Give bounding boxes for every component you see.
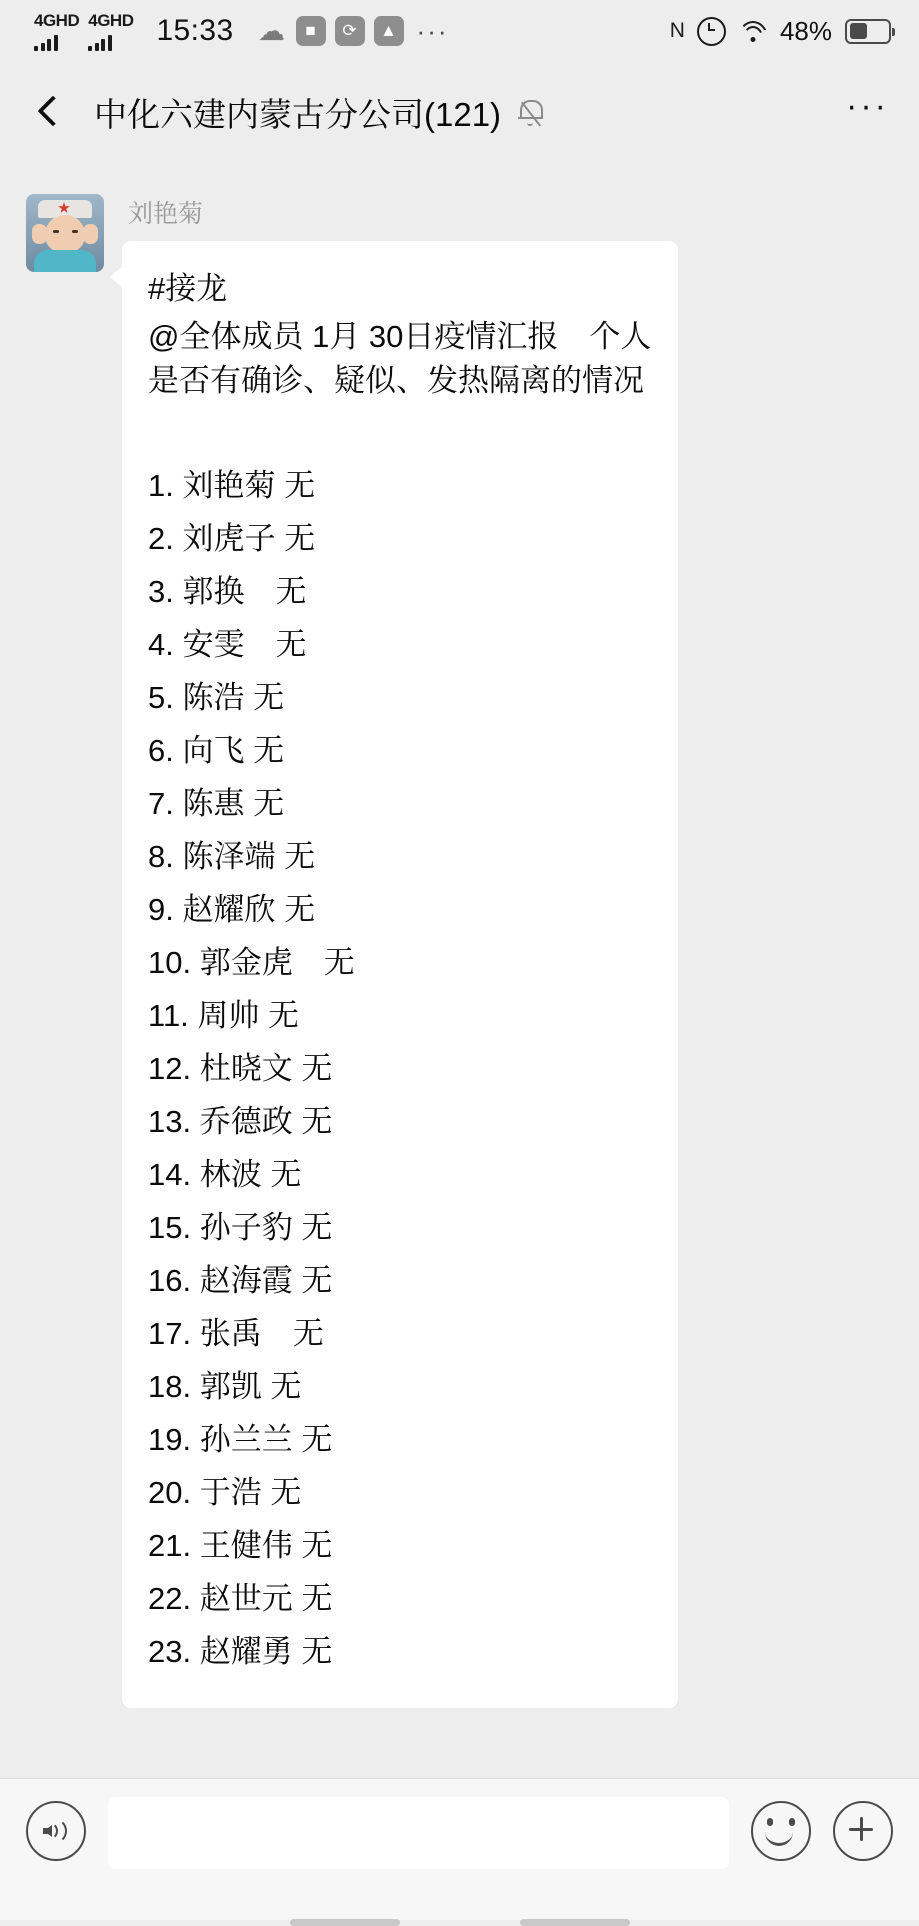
alarm-icon [697, 17, 726, 46]
nav-hint-group [0, 1919, 919, 1926]
status-bar-clock: 15:33 [156, 14, 234, 47]
more-options-icon[interactable]: ··· [846, 87, 889, 125]
chat-message-list[interactable] [0, 162, 919, 1778]
list-item: 15. 孙子豹 无 [148, 1209, 333, 1245]
status-bar [0, 0, 919, 62]
status-bar-right [670, 16, 891, 47]
emoji-icon[interactable] [751, 1801, 811, 1861]
nav-hint-left[interactable] [290, 1919, 400, 1926]
wifi-icon [739, 20, 767, 42]
notification-tray [257, 16, 449, 46]
list-item: 1. 刘艳菊 无 [148, 467, 316, 503]
nfc-icon: N [669, 19, 684, 42]
avatar[interactable] [26, 194, 104, 272]
list-item: 12. 杜晓文 无 [148, 1050, 333, 1086]
message-bubble[interactable] [122, 241, 678, 1708]
app-icon-3: ▲ [374, 16, 404, 46]
battery-percent-label: 48% [779, 15, 832, 46]
list-item: 13. 乔德政 无 [148, 1103, 333, 1139]
network-indicator-2 [88, 11, 133, 51]
list-item: 23. 赵耀勇 无 [148, 1633, 333, 1669]
plus-icon[interactable] [833, 1801, 893, 1861]
page-title: 中化六建内蒙古分公司(121) [94, 95, 502, 133]
message-input[interactable] [108, 1797, 729, 1869]
chat-input-bar [0, 1778, 919, 1920]
list-item: 2. 刘虎子 无 [148, 520, 316, 556]
list-item: 6. 向飞 无 [148, 732, 285, 768]
list-item: 9. 赵耀欣 无 [148, 891, 316, 927]
signal-bars-icon-1 [34, 34, 58, 51]
tray-overflow-icon: ··· [416, 16, 449, 46]
nav-hint-right[interactable] [520, 1919, 630, 1926]
voice-input-icon[interactable] [26, 1801, 86, 1861]
bubble-tail [110, 265, 124, 289]
list-item: 22. 赵世元 无 [148, 1580, 333, 1616]
battery-icon [845, 19, 891, 44]
back-icon[interactable] [26, 89, 72, 135]
network-indicator-1 [34, 11, 79, 51]
list-item: 3. 郭换 无 [148, 573, 307, 609]
list-item: 21. 王健伟 无 [148, 1527, 333, 1563]
message-column [122, 194, 889, 1708]
network-label-1: 4GHD [34, 11, 80, 30]
chat-header [0, 62, 919, 162]
list-item: 19. 孙兰兰 无 [148, 1421, 333, 1457]
sender-name: 刘艳菊 [128, 200, 204, 228]
list-item: 18. 郭凯 无 [148, 1368, 302, 1404]
bell-muted-icon [517, 97, 544, 127]
list-item: 11. 周帅 无 [148, 997, 300, 1033]
message-item [0, 194, 919, 1708]
list-item: 14. 林波 无 [148, 1156, 302, 1192]
list-item: 16. 赵海霞 无 [148, 1262, 333, 1298]
list-item: 20. 于浩 无 [148, 1474, 302, 1510]
content-spacer [148, 403, 652, 459]
list-item: 4. 安雯 无 [148, 626, 307, 662]
network-label-2: 4GHD [88, 11, 134, 30]
app-icon-1: ■ [296, 16, 326, 46]
relay-prompt: @全体成员 1月 30日疫情汇报 个人是否有确诊、疑似、发热隔离的情况 [148, 319, 652, 399]
status-bar-left [34, 11, 449, 51]
relay-entry-list [148, 459, 652, 1678]
接龙-content [148, 267, 652, 403]
message-bubble-wrapper [122, 241, 678, 1708]
signal-bars-icon-2 [88, 34, 112, 51]
app-icon-2: ⟳ [335, 16, 365, 46]
list-item: 10. 郭金虎 无 [148, 944, 355, 980]
list-item: 5. 陈浩 无 [148, 679, 285, 715]
list-item: 7. 陈惠 无 [148, 785, 285, 821]
list-item: 17. 张禹 无 [148, 1315, 324, 1351]
relay-tag[interactable]: #接龙 [148, 271, 228, 306]
list-item: 8. 陈泽端 无 [148, 838, 316, 874]
cloud-icon: ☁ [258, 16, 286, 46]
